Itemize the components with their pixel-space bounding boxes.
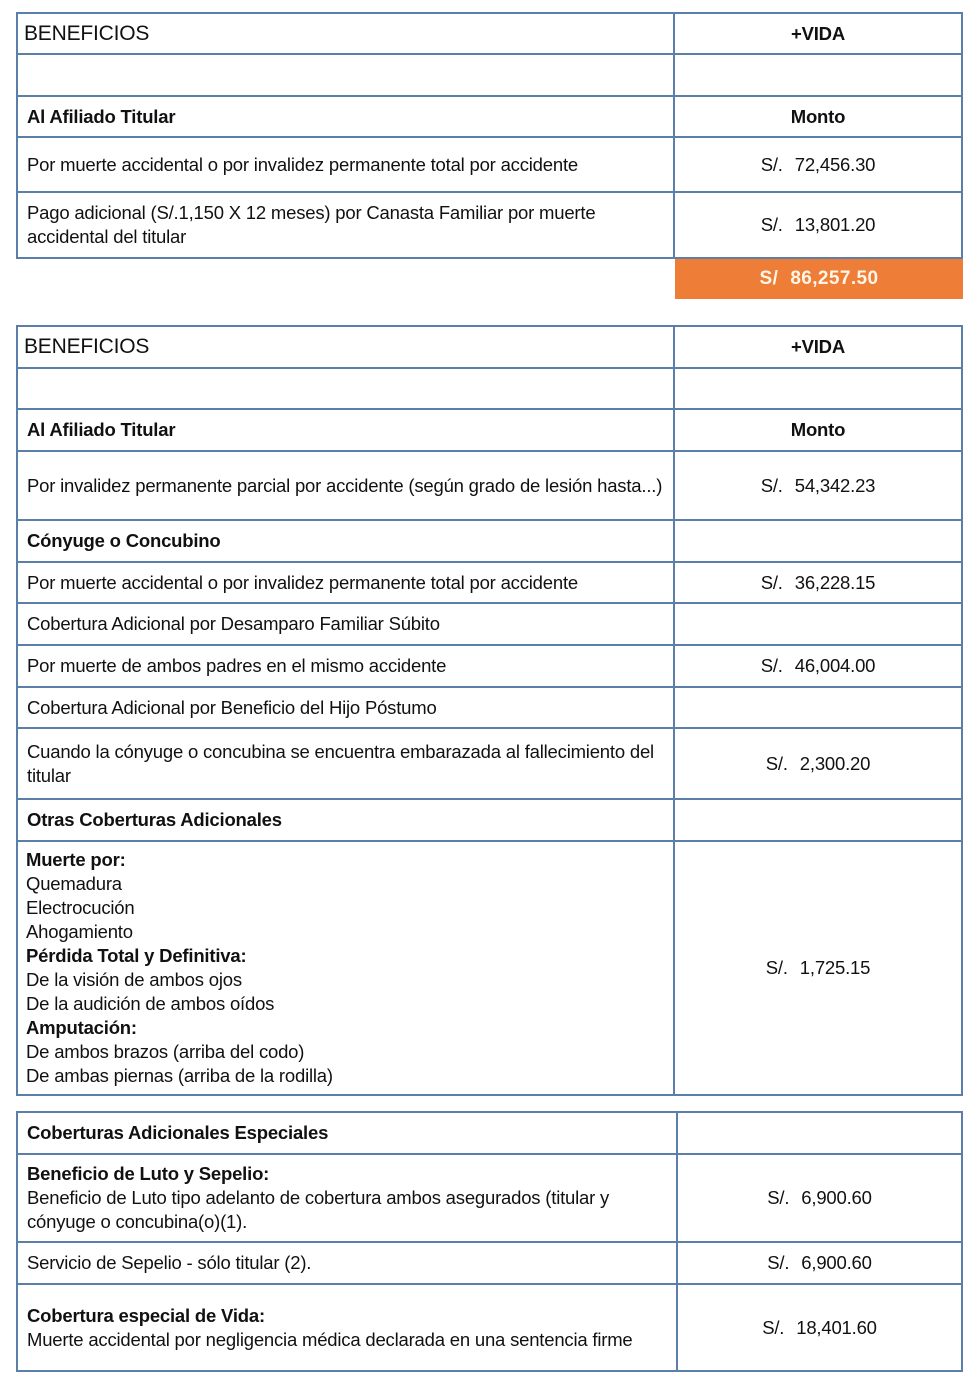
table-row	[17, 603, 962, 645]
section-conyuge: Cónyuge o Concubino	[17, 520, 674, 562]
currency-symbol: S/.	[765, 957, 788, 978]
coverage-title: Cobertura Adicional por Desamparo Familiar Súbito	[17, 603, 674, 645]
muerte-label: Muerte por:	[26, 849, 126, 870]
table-row	[17, 645, 962, 687]
table-row	[17, 451, 962, 520]
list-item: De la audición de ambos oídos	[26, 993, 275, 1014]
total-amount-badge	[675, 259, 963, 299]
table-row	[17, 137, 962, 192]
header-beneficios: BENEFICIOS	[17, 326, 674, 368]
currency-symbol: S/.	[760, 655, 783, 676]
currency-symbol: S/.	[762, 1316, 785, 1338]
section-row	[17, 96, 962, 137]
currency-symbol: S/.	[760, 153, 783, 175]
otras-coberturas-list	[17, 841, 674, 1095]
section-row	[17, 409, 962, 451]
cobertura-vida-cell	[17, 1284, 677, 1371]
table-row	[17, 841, 962, 1095]
currency-symbol: S/.	[760, 571, 783, 593]
list-item: Ahogamiento	[26, 921, 133, 942]
amount-value: 36,228.15	[794, 571, 876, 593]
benefit-amount	[677, 1242, 962, 1284]
coverage-title: Cobertura especial de Vida:	[27, 1304, 265, 1326]
perdida-label: Pérdida Total y Definitiva:	[26, 945, 247, 966]
benefit-amount	[674, 137, 962, 192]
table-row	[17, 1154, 962, 1242]
table-header-row	[17, 326, 962, 368]
benefit-description: Por invalidez permanente parcial por accidente (según grado de lesión hasta...)	[17, 451, 674, 520]
benefit-amount	[674, 192, 962, 258]
benefit-description: Muerte accidental por negligencia médica declarada en una sentencia firme	[27, 1328, 633, 1350]
table-row	[17, 1284, 962, 1371]
list-item: Electrocución	[26, 897, 135, 918]
section-row	[17, 520, 962, 562]
section-row	[17, 799, 962, 841]
currency-symbol: S/.	[767, 1187, 790, 1208]
empty-row	[17, 54, 962, 96]
table-header-row	[17, 1112, 962, 1154]
currency-symbol: S/.	[760, 474, 783, 496]
list-item: Quemadura	[26, 873, 122, 894]
currency-symbol: S/.	[760, 214, 783, 235]
header-plan: +VIDA	[674, 326, 962, 368]
currency-symbol: S/.	[767, 1252, 790, 1273]
benefit-description: Pago adicional (S/.1,150 X 12 meses) por Canasta Familiar por muerte accidental del titular	[17, 192, 674, 258]
coverage-title: Beneficio de Luto y Sepelio:	[27, 1163, 270, 1184]
benefit-amount	[674, 562, 962, 603]
amount-value: 54,342.23	[794, 474, 876, 496]
total-currency: S/	[759, 268, 779, 289]
header-beneficios: BENEFICIOS	[17, 13, 674, 54]
table-row	[17, 192, 962, 258]
benefits-table-1	[16, 12, 963, 259]
benefit-amount	[674, 645, 962, 687]
table-row	[17, 728, 962, 799]
table-row	[17, 562, 962, 603]
benefit-description: Por muerte accidental o por invalidez permanente total por accidente	[17, 562, 674, 603]
section-titular: Al Afiliado Titular	[17, 409, 674, 451]
header-plan: +VIDA	[674, 13, 962, 54]
benefit-amount	[674, 728, 962, 799]
amount-value: 6,900.60	[801, 1252, 872, 1273]
benefit-amount	[674, 841, 962, 1095]
benefit-amount	[677, 1284, 962, 1371]
benefit-amount	[677, 1154, 962, 1242]
benefit-description: Servicio de Sepelio - sólo titular (2).	[17, 1242, 677, 1284]
benefits-table-2	[16, 325, 963, 1096]
special-coverages-table	[16, 1111, 963, 1372]
amount-value: 72,456.30	[794, 153, 876, 175]
list-item: De la visión de ambos ojos	[26, 969, 242, 990]
monto-label: Monto	[674, 96, 962, 137]
section-otras: Otras Coberturas Adicionales	[17, 799, 674, 841]
benefit-description: Por muerte de ambos padres en el mismo accidente	[17, 645, 674, 687]
luto-sepelio-cell	[17, 1154, 677, 1242]
amount-value: 2,300.20	[799, 752, 871, 774]
list-item: De ambos brazos (arriba del codo)	[26, 1041, 305, 1062]
amount-value: 13,801.20	[794, 214, 876, 235]
empty-row	[17, 368, 962, 409]
amputacion-label: Amputación:	[26, 1017, 137, 1038]
monto-label: Monto	[674, 409, 962, 451]
list-item: De ambas piernas (arriba de la rodilla)	[26, 1065, 333, 1086]
coverage-title: Cobertura Adicional por Beneficio del Hijo Póstumo	[17, 687, 674, 728]
benefit-description: Beneficio de Luto tipo adelanto de cobertura ambos asegurados (titular y cónyuge o concubina(o)(1).	[27, 1187, 610, 1232]
amount-value: 1,725.15	[799, 957, 871, 978]
table-row	[17, 687, 962, 728]
amount-value: 46,004.00	[794, 655, 876, 676]
amount-value: 6,900.60	[801, 1187, 872, 1208]
table-header-row	[17, 13, 962, 54]
amount-value: 18,401.60	[796, 1316, 877, 1338]
currency-symbol: S/.	[765, 752, 788, 774]
benefit-description: Cuando la cónyuge o concubina se encuentra embarazada al fallecimiento del titular	[17, 728, 674, 799]
total-value: 86,257.50	[790, 268, 879, 289]
header-coberturas-especiales: Coberturas Adicionales Especiales	[17, 1112, 677, 1154]
section-titular: Al Afiliado Titular	[17, 96, 674, 137]
benefit-description: Por muerte accidental o por invalidez permanente total por accidente	[17, 137, 674, 192]
table-row	[17, 1242, 962, 1284]
benefit-amount	[674, 451, 962, 520]
